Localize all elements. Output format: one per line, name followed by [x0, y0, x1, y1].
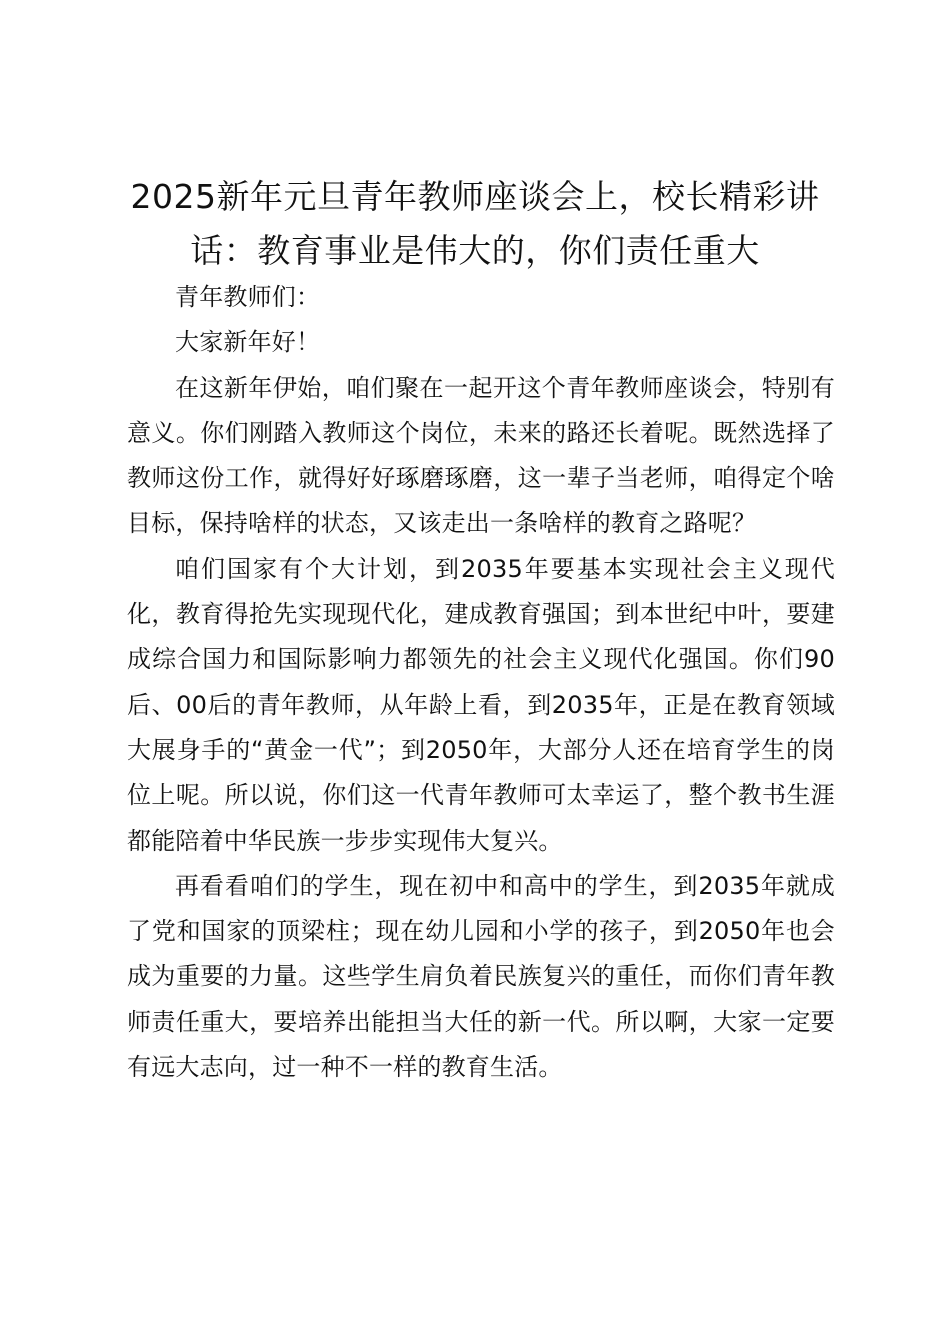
salutation: 青年教师们： — [175, 283, 321, 311]
document-title: 2025新年元旦青年教师座谈会上，校长精彩讲话：教育事业是伟大的，你们责任重大 — [130, 177, 820, 270]
body-paragraph: 在这新年伊始，咱们聚在一起开这个青年教师座谈会，特别有意义。你们刚踏入教师这个岗位，未来的路还长着呢。既然选择了教师这份工作，就得好好琢磨琢磨，这一辈子当老师，咱得定个啥目标，保持啥样的状态，又该走出一条啥样的教育之路呢？ — [127, 373, 835, 538]
greeting: 大家新年好！ — [175, 328, 321, 357]
body-paragraph: 咱们国家有个大计划，到2035年要基本实现社会主义现代化，教育得抢先实现现代化，建成教育强国；到本世纪中叶，要建成综合国力和国际影响力都领先的社会主义现代化强国。你们90后、00后的青年教师，从年龄上看，到2035年，正是在教育领域大展身手的“黄金一代”；到2050年，大部分人还在培育学生的岗位上呢。所以说，你们这一代青年教师可太幸运了，整个教书生涯都能陪着中华民族一步步实现伟大复兴。 — [127, 554, 835, 855]
body-paragraph: 再看看咱们的学生，现在初中和高中的学生，到2035年就成了党和国家的顶梁柱；现在幼儿园和小学的孩子，到2050年也会成为重要的力量。这些学生肩负着民族复兴的重任，而你们青年教师责任重大，要培养出能担当大任的新一代。所以啊，大家一定要有远大志向，过一种不一样的教育生活。 — [127, 871, 835, 1082]
document-body — [127, 275, 835, 1090]
